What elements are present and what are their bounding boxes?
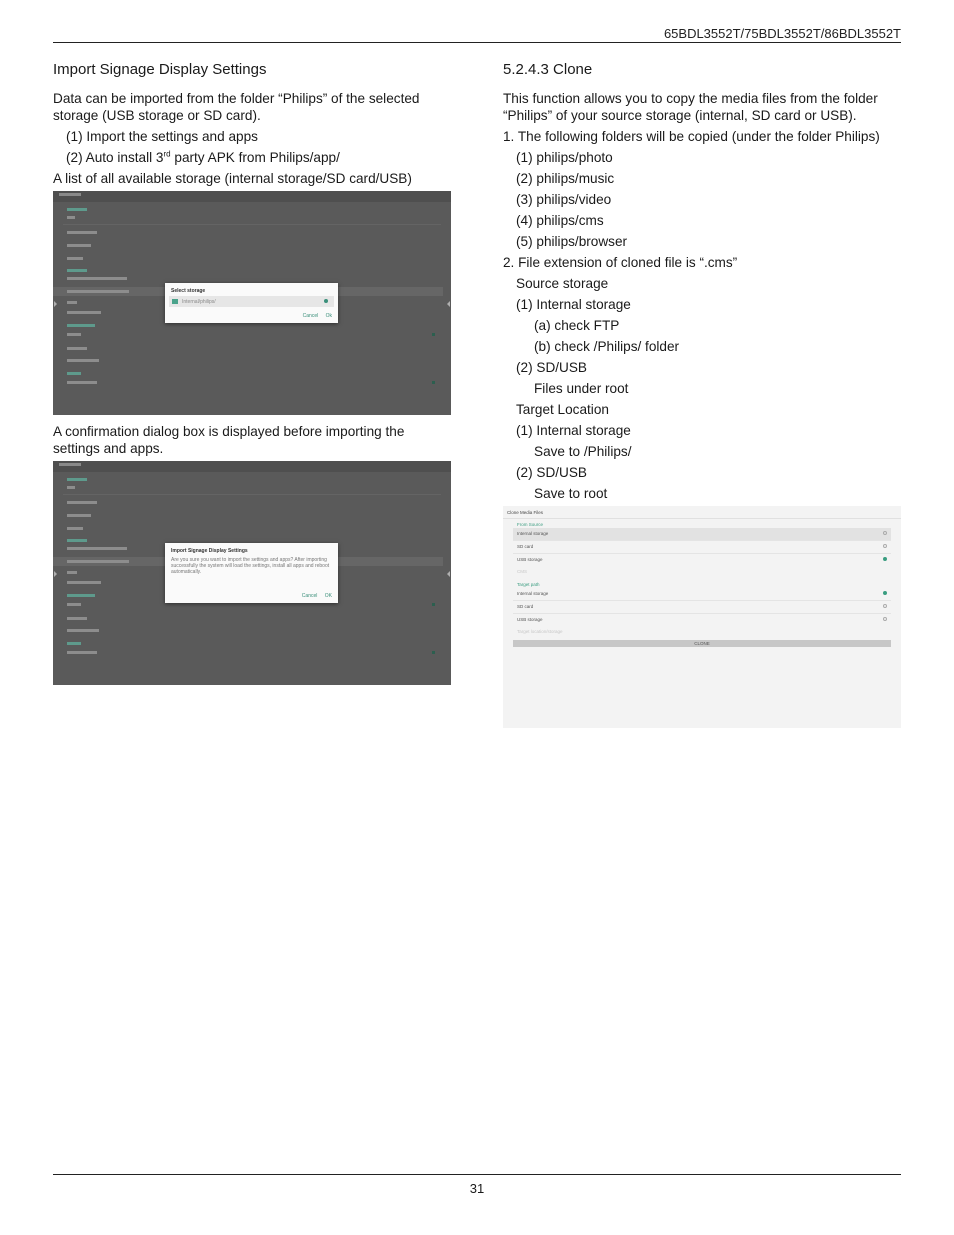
target-option-usb[interactable]: USB storage [513,614,891,626]
folder-item: (4) philips/cms [516,213,604,228]
import-ok-button[interactable]: OK [324,593,332,599]
clone-point-1: 1. The following folders will be copied (under the folder Philips) [503,129,880,144]
select-storage-dialog-title: Select storage [171,288,206,294]
target-option-internal[interactable]: Internal storage [513,588,891,600]
source-check-folder: (b) check /Philips/ folder [534,339,680,354]
radio-icon[interactable] [883,617,887,621]
import-intro: Data can be imported from the folder “Philips” of the selected storage (USB storage or SD card). [53,91,420,123]
storage-folder-icon [172,299,178,304]
section-title-import: Import Signage Display Settings [53,61,267,78]
folder-item: (2) philips/music [516,171,615,186]
import-item-1: (1) Import the settings and apps [66,129,258,144]
right-column [503,60,901,728]
target-location-label: Target Location [516,402,609,417]
folder-item: (3) philips/video [516,192,612,207]
radio-icon[interactable] [883,604,887,608]
clone-button[interactable]: CLONE [513,640,891,647]
source-option-internal[interactable]: Internal storage [513,528,891,540]
storage-option[interactable] [169,296,334,307]
clone-intro: This function allows you to copy the media files from the folder “Philips” of your source storage (internal, SD card or USB). [503,91,878,123]
footer-rule [53,1174,901,1175]
source-files-root: Files under root [534,381,629,396]
confirm-caption: A confirmation dialog box is displayed before importing the settings and apps. [53,424,405,456]
import-dialog-title: Import Signage Display Settings [171,548,248,554]
target-option-sd[interactable]: SD card [513,601,891,613]
faint-label: CMS [517,569,527,574]
source-internal: (1) Internal storage [516,297,631,312]
clone-screen-title: Clone Media Files [507,510,544,515]
faint-label: Target location/storage [517,629,563,634]
import-confirm-screenshot [53,461,451,685]
storage-radio-icon[interactable] [324,299,328,303]
source-check-ftp: (a) check FTP [534,318,620,333]
target-internal: (1) Internal storage [516,423,631,438]
left-column [53,60,451,693]
source-option-sd[interactable]: SD card [513,541,891,553]
source-storage-label: Source storage [516,276,609,291]
import-cancel-button[interactable]: Cancel [301,593,318,599]
folder-item: (5) philips/browser [516,234,628,249]
import-dialog-message: Are you sure you want to import the settings and apps? After importing successfully the system will load the settings, install all apps and reboot automatically. [171,557,330,575]
radio-icon[interactable] [883,531,887,535]
radio-icon[interactable] [883,557,887,561]
target-path-header: Target path [517,582,540,587]
import-confirm-dialog [165,543,338,603]
folder-item: (1) philips/photo [516,150,613,165]
storage-ok-button[interactable]: Ok [325,313,332,319]
from-source-header: From Source [517,522,544,527]
select-storage-screenshot [53,191,451,415]
target-sdusb: (2) SD/USB [516,465,588,480]
page-number: 31 [469,1181,485,1196]
target-save-root: Save to root [534,486,608,501]
clone-point-2: 2. File extension of cloned file is “.cms” [503,255,738,270]
target-save-philips: Save to /Philips/ [534,444,632,459]
model-header: 65BDL3552T/75BDL3552T/86BDL3552T [663,26,901,41]
radio-icon[interactable] [883,544,887,548]
select-storage-dialog [165,283,338,323]
storage-option-label: Internal/philips/ [182,299,216,305]
clone-media-screenshot [503,506,901,728]
source-sdusb: (2) SD/USB [516,360,588,375]
section-title-clone: 5.2.4.3 Clone [503,61,593,78]
import-item-2: (2) Auto install 3rd party APK from Philips/app/ [66,149,340,165]
header-rule [53,42,901,43]
storage-cancel-button[interactable]: Cancel [302,313,319,319]
radio-icon[interactable] [883,591,887,595]
storage-list-caption: A list of all available storage (internal storage/SD card/USB) [53,171,412,186]
source-option-usb[interactable]: USB storage [513,554,891,566]
